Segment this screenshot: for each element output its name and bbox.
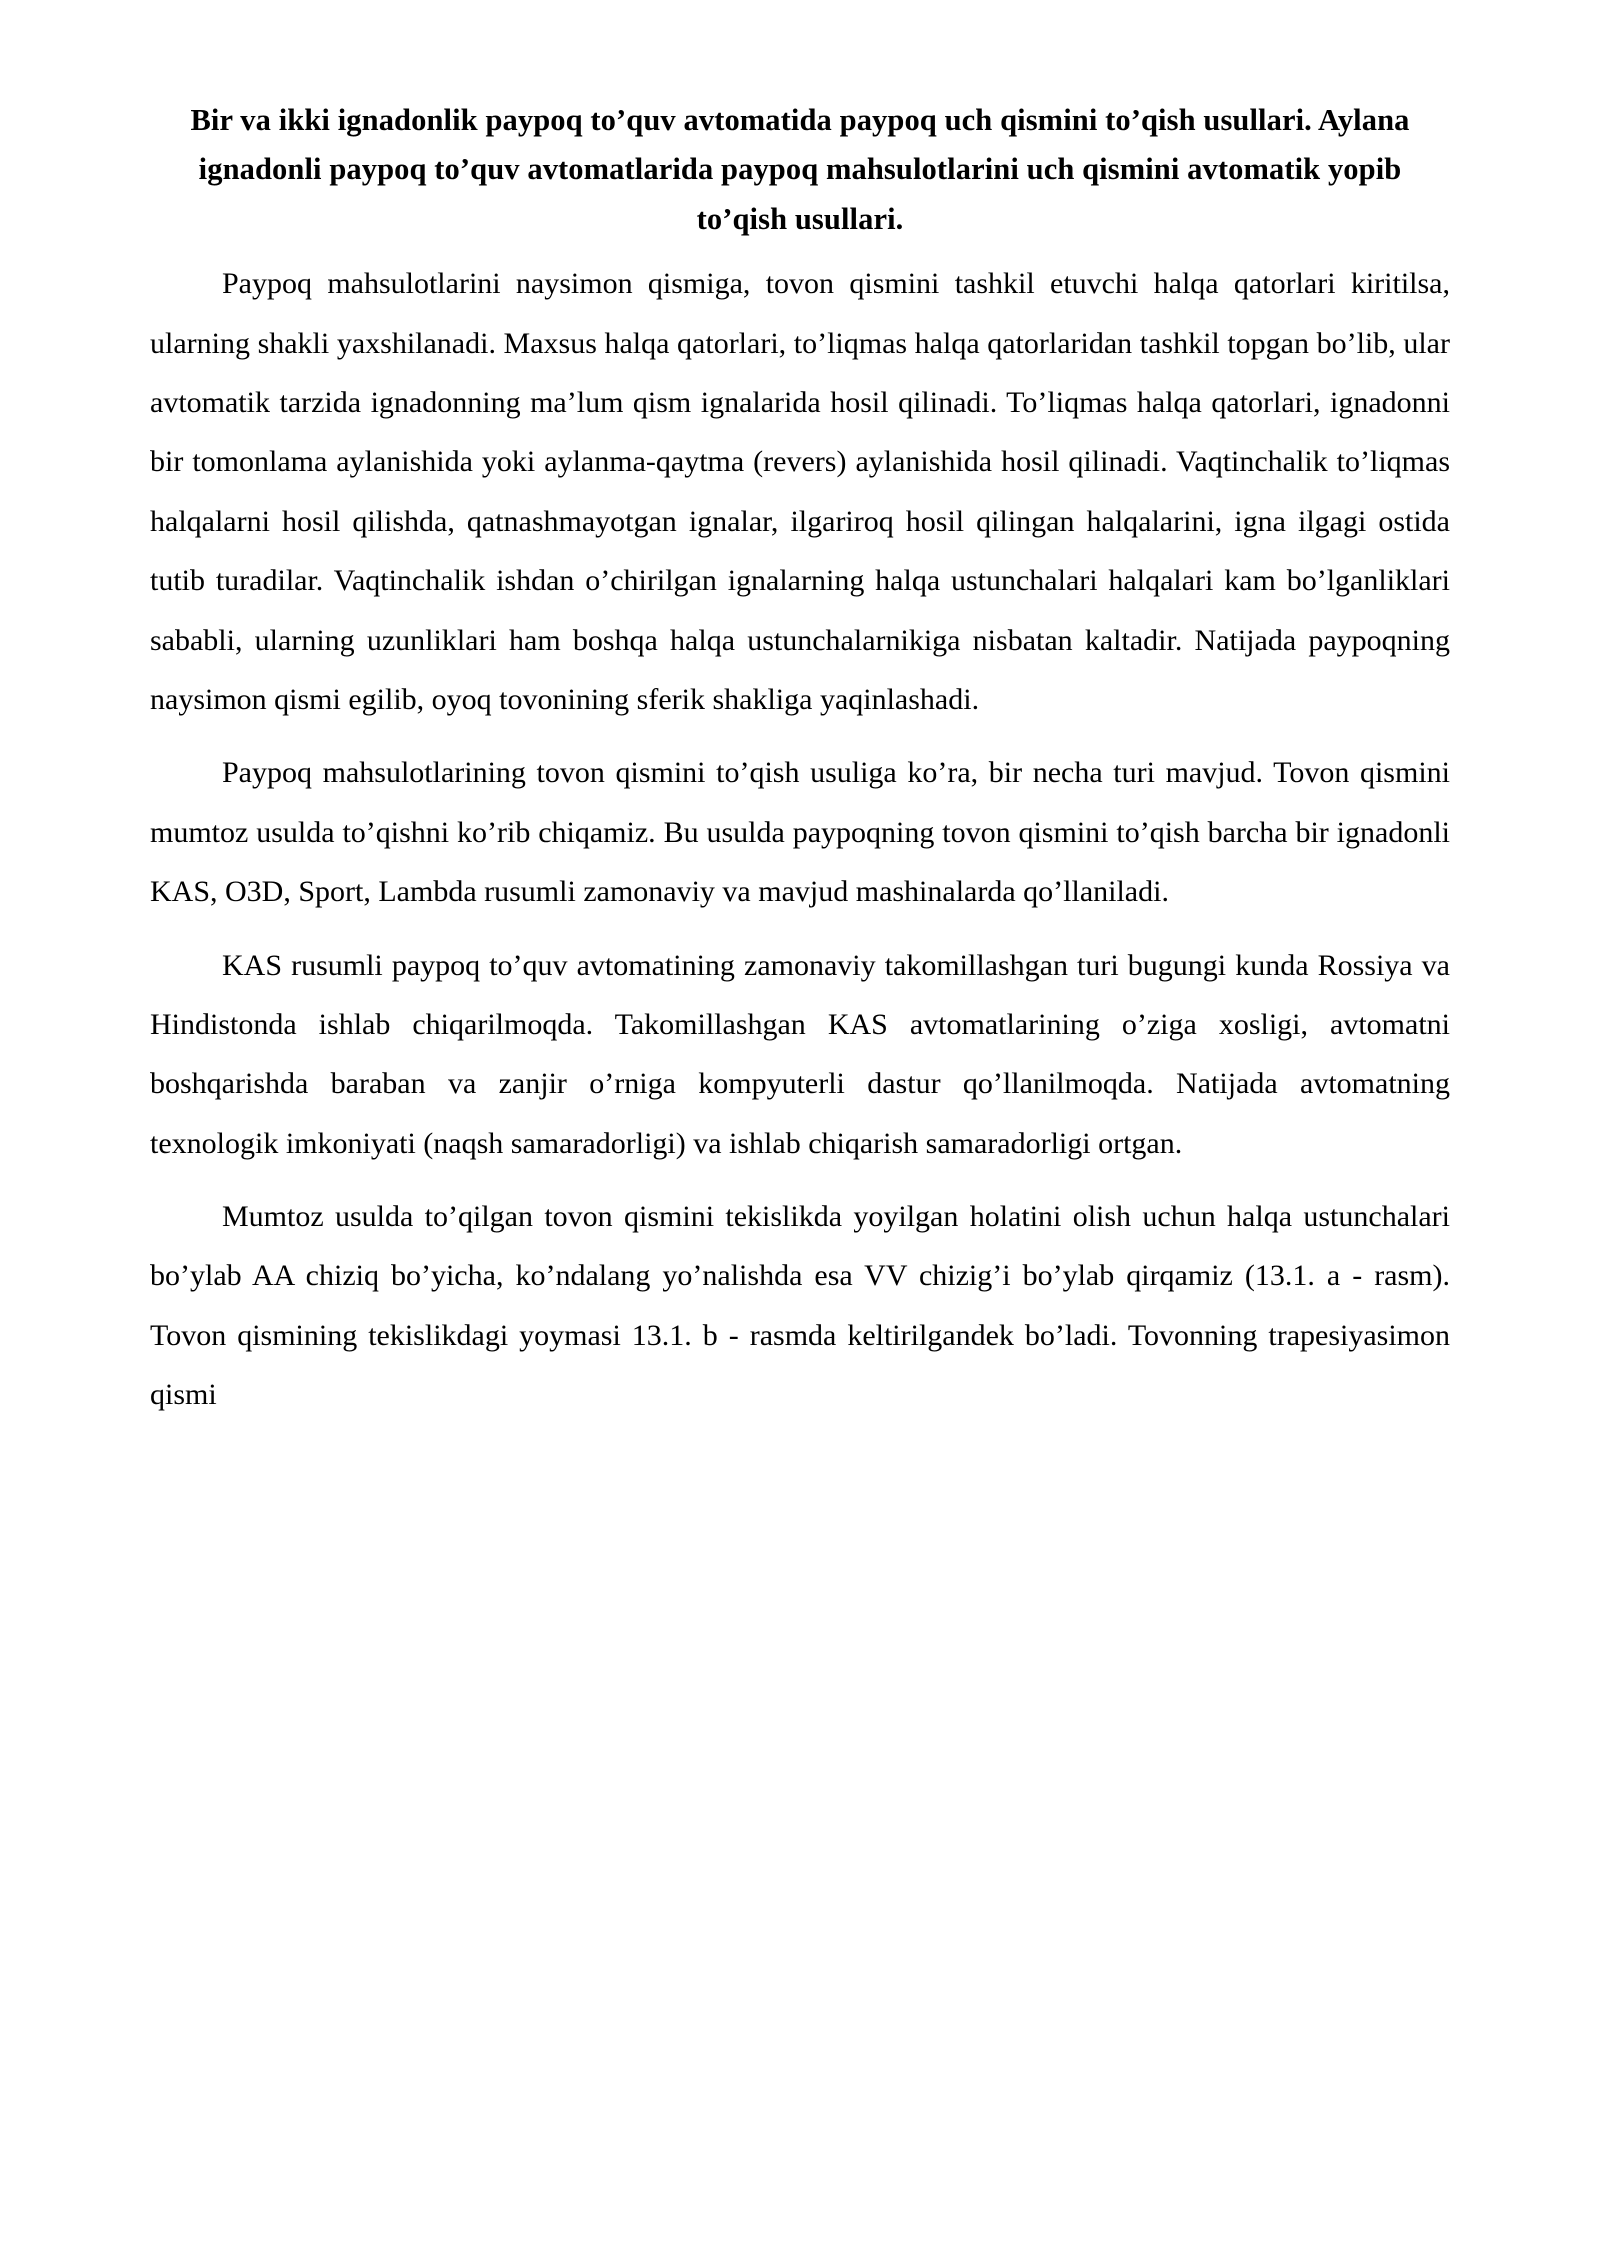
body-paragraph-4: Mumtoz usulda to’qilgan tovon qismini tekislikda yoyilgan holatini olish uchun halqa ustunchalari bo’ylab AA chiziq bo’yicha, ko’ndalang yo’nalishda esa VV chizig’i bo’ylab qirqamiz (13.1. a - rasm). Tovon qismining tekislikdagi yoymasi 13.1. b - rasmda keltirilgandek bo’ladi. Tovonning trapesiyasimon qismi [150, 1200, 1450, 1412]
body-paragraph-1: Paypoq mahsulotlarini naysimon qismiga, tovon qismini tashkil etuvchi halqa qatorlari kiritilsa, ularning shakli yaxshilanadi. Maxsus halqa qatorlari, to’liqmas halqa qatorlaridan tashkil topgan bo’lib, ular avtomatik tarzida ignadonning ma’lum qism ignalarida hosil qilinadi. To’liqmas halqa qatorlari, ignadonni bir tomonlama aylanishida yoki aylanma-qaytma (revers) aylanishida hosil qilinadi. Vaqtinchalik to’liqmas halqalarni hosil qilishda, qatnashmayotgan ignalar, ilgariroq hosil qilingan halqalarini, igna ilgagi ostida tutib turadilar. Vaqtinchalik ishdan o’chirilgan ignalarning halqa ustunchalari halqalari kam bo’lganliklari sababli, ularning uzunliklari ham boshqa halqa ustunchalarnikiga nisbatan kaltadir. Natijada paypoqning naysimon qismi egilib, oyoq tovonining sferik shakliga yaqinlashadi. [150, 267, 1450, 716]
body-paragraph-2: Paypoq mahsulotlarining tovon qismini to’qish usuliga ko’ra, bir necha turi mavjud. Tovon qismini mumtoz usulda to’qishni ko’rib chiqamiz. Bu usulda paypoqning tovon qismini to’qish barcha bir ignadonli KAS, O3D, Sport, Lambda rusumli zamonaviy va mavjud mashinalarda qo’llaniladi. [150, 756, 1450, 909]
body-paragraph-3: KAS rusumli paypoq to’quv avtomatining zamonaviy takomillashgan turi bugungi kunda Rossiya va Hindistonda ishlab chiqarilmoqda. Takomillashgan KAS avtomatlarining o’ziga xosligi, avtomatni boshqarishda baraban va zanjir o’rniga kompyuterli dastur qo’llanilmoqda. Natijada avtomatning texnologik imkoniyati (naqsh samaradorligi) va ishlab chiqarish samaradorligi ortgan. [150, 948, 1450, 1160]
document-title: Bir va ikki ignadonlik paypoq to’quv avtomatida paypoq uch qismini to’qish usullari. Aylana ignadonli paypoq to’quv avtomatlarida paypoq mahsulotlarini uch qismini avtomatik yopib to’qish usullari. [190, 103, 1410, 236]
